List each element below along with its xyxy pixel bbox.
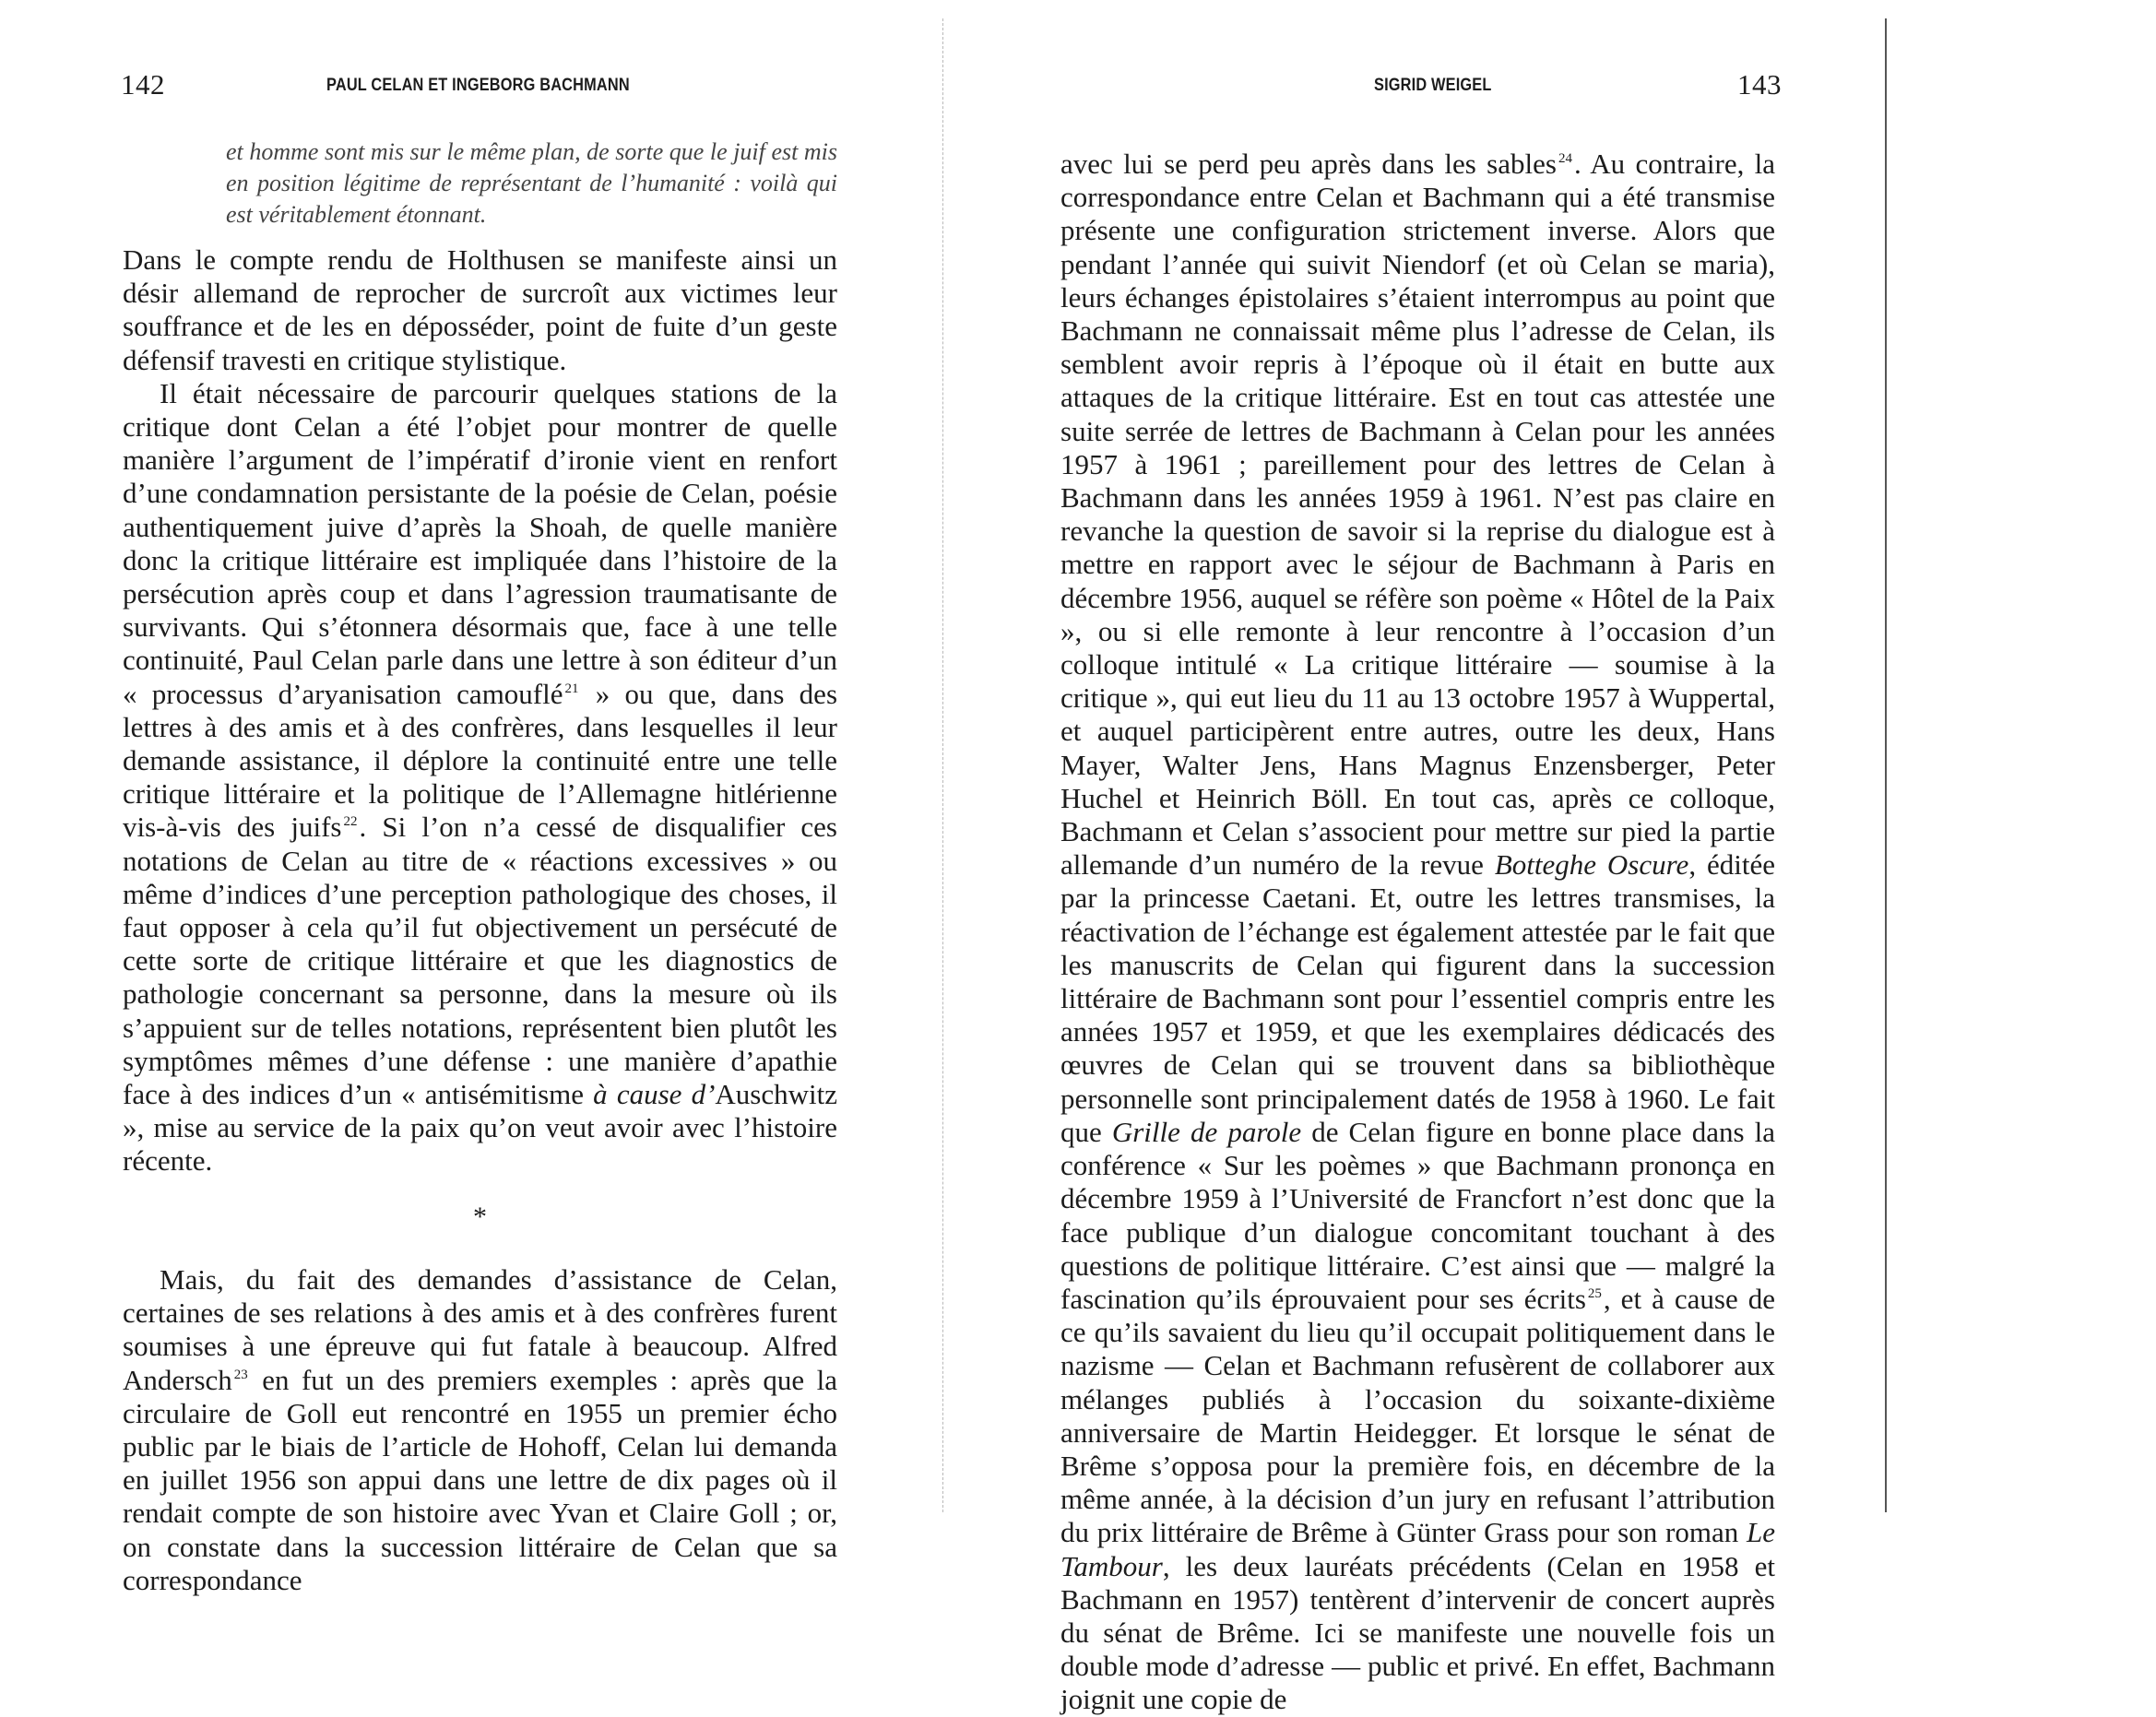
right-page [941, 0, 2156, 1716]
left-text-column [123, 136, 837, 1597]
footnote-ref-21[interactable]: 21 [564, 681, 579, 696]
left-page [0, 0, 941, 1596]
page-number-right: 143 [1737, 68, 1782, 101]
footnote-ref-22[interactable]: 22 [343, 814, 358, 830]
right-text-column [1060, 148, 1775, 1717]
paragraph-1: Dans le compte rendu de Holthusen se manifeste ainsi un désir allemand de reprocher de surcroît aux victimes leur souffrance et de les en déposséder, point de fuite d’un geste défensif travesti en critique stylistique. [123, 243, 837, 376]
paragraph-right: avec lui se perd peu après dans les sables $^{24}$. Au contraire, la correspondance entre Celan et Bachmann qui a été transmise présente une configuration strictement inverse. Alors que pendant l’année qui suivit Niendorf (et où Celan se maria), leurs échanges épistolaires s’étaient interrompus au point que Bachmann ne connaissait même plus l’adresse de Celan, ils semblent avoir repris à l’époque où il était en butte aux attaques de la critique littéraire. Est en tout cas attestée une suite serrée de lettres de Bachmann à Celan pour les années 1957 à 1961 ; pareillement pour des lettres de Celan à Bachmann dans les années 1959 à 1961. N’est pas claire en revanche la question de savoir si la reprise du dialogue est à mettre en rapport avec le séjour de Bachmann à Paris en décembre 1956, auquel se réfère son poème « Hôtel de la Paix », ou si elle remonte à leur rencontre à l’occasion d’un colloque intitulé « La critique littéraire — soumise à la critique », qui eut lieu du 11 au 13 octobre 1957 à Wuppertal, et auquel participèrent entre autres, outre les deux, Hans Mayer, Walter Jens, Hans Magnus Enzensberger, Peter Huchel et Heinrich Böll. En tout cas, après ce colloque, Bachmann et Celan s’associent pour mettre sur pied la partie allemande d’un numéro de la revue Botteghe Oscure, éditée par la princesse Caetani. Et, outre les lettres transmises, la réactivation de l’échange est également attestée par le fait que les manuscrits de Celan qui figurent dans la succession littéraire de Bachmann sont pour l’essentiel compris entre les années 1957 et 1959, et que les exemplaires dédicacés des œuvres de Celan qui se trouvent dans sa bibliothèque personnelle sont principalement datés de 1958 à 1960. Le fait que Grille de parole de Celan figure en bonne place dans la conférence « Sur les poèmes » que Bachmann prononça en décembre 1959 à l’Université de Francfort n’est donc que la face publique d’un dialogue concomitant touchant à des questions de politique littéraire. C’est ainsi que — malgré la fascination qu’ils éprouvaient pour ses écrits $^{25}$, et à cause de ce qu’ils savaient du lieu qu’il occupait politiquement dans le nazisme — Celan et Bachmann refusèrent de collaborer aux mélanges publiés à l’occasion du soixante-dixième anniversaire de Martin Heidegger. Et lorsque le sénat de Brême s’opposa pour la première fois, en décembre de la même année, à la décision d’un jury en refusant l’attribution du prix littéraire de Brême à Günter Grass pour son roman Le Tambour, les deux lauréats précédents (Celan en 1958 et Bachmann en 1957) tentèrent d’intervenir de concert auprès du sénat de Brême. Ici se manifeste une nouvelle fois un double mode d’adresse — public et privé. En effet, Bachmann joignit une copie de [1060, 148, 1776, 1716]
section-separator: * [473, 1201, 487, 1232]
block-quote: et homme sont mis sur le même plan, de sorte que le juif est mis en position légitime de représentant de l’humanité : voilà qui est véritablement étonnant. [226, 138, 837, 228]
footnote-ref-23[interactable]: 23 [233, 1367, 248, 1382]
paragraph-2: Il était nécessaire de parcourir quelques stations de la critique dont Celan a été l’objet pour montrer de quelle manière l’argument de l’impératif d’ironie vient en renfort d’une condamnation persistante de la poésie de Celan, poésie authentiquement juive d’après la Shoah, de quelle manière donc la critique littéraire est impliquée dans l’histoire de la persécution après coup et dans l’agression traumatisante de survivants. Qui s’étonnera désormais que, face à une telle continuité, Paul Celan parle dans une lettre à son éditeur d’un « processus d’aryanisation camouflé $^{21}$ » ou que, dans des lettres à des amis et à des confrères, dans lesquelles il leur demande assistance, il déplore la continuité entre une telle critique littéraire et la politique de l’Allemagne hitlérienne vis-à-vis des juifs $^{22}$. Si l’on n’a cessé de disqualifier ces notations de Celan au titre de « réactions excessives » ou même d’indices d’une perception pathologique des choses, il faut opposer à cela qu’il fut objectivement un persécuté de cette sorte de critique littéraire et que les diagnostics de pathologie concernant sa personne, dans la mesure où ils s’appuient sur de telles notations, représentent bien plutôt les symptômes mêmes d’une défense : une manière d’apathie face à des indices d’un « antisémitisme à cause d’Auschwitz », mise au service de la paix qu’on veut avoir avec l’histoire récente. [123, 376, 838, 1178]
running-head-right: SIGRID WEIGEL [1374, 76, 1492, 95]
paragraph-3: Mais, du fait des demandes d’assistance de Celan, certaines de ses relations à des amis et à des confrères furent soumises à une épreuve qui fut fatale à beaucoup. Alfred Andersch $^{23}$ en fut un des premiers exemples : après que la circulaire de Goll eut rencontré en 1955 un premier écho public par le biais de l’article de Hohoff, Celan lui demanda en juillet 1956 son appui dans une lettre de dix pages où il rendait compte de son histoire avec Yvan et Claire Goll ; or, on constate dans la succession littéraire de Celan que sa correspondance [123, 1262, 837, 1596]
running-head-left: PAUL CELAN ET INGEBORG BACHMANN [326, 76, 630, 95]
page-number-left: 142 [121, 68, 165, 101]
page-edge-line [1885, 18, 1887, 1512]
footnote-ref-25[interactable]: 25 [1587, 1285, 1602, 1301]
footnote-ref-24[interactable]: 24 [1558, 151, 1572, 166]
